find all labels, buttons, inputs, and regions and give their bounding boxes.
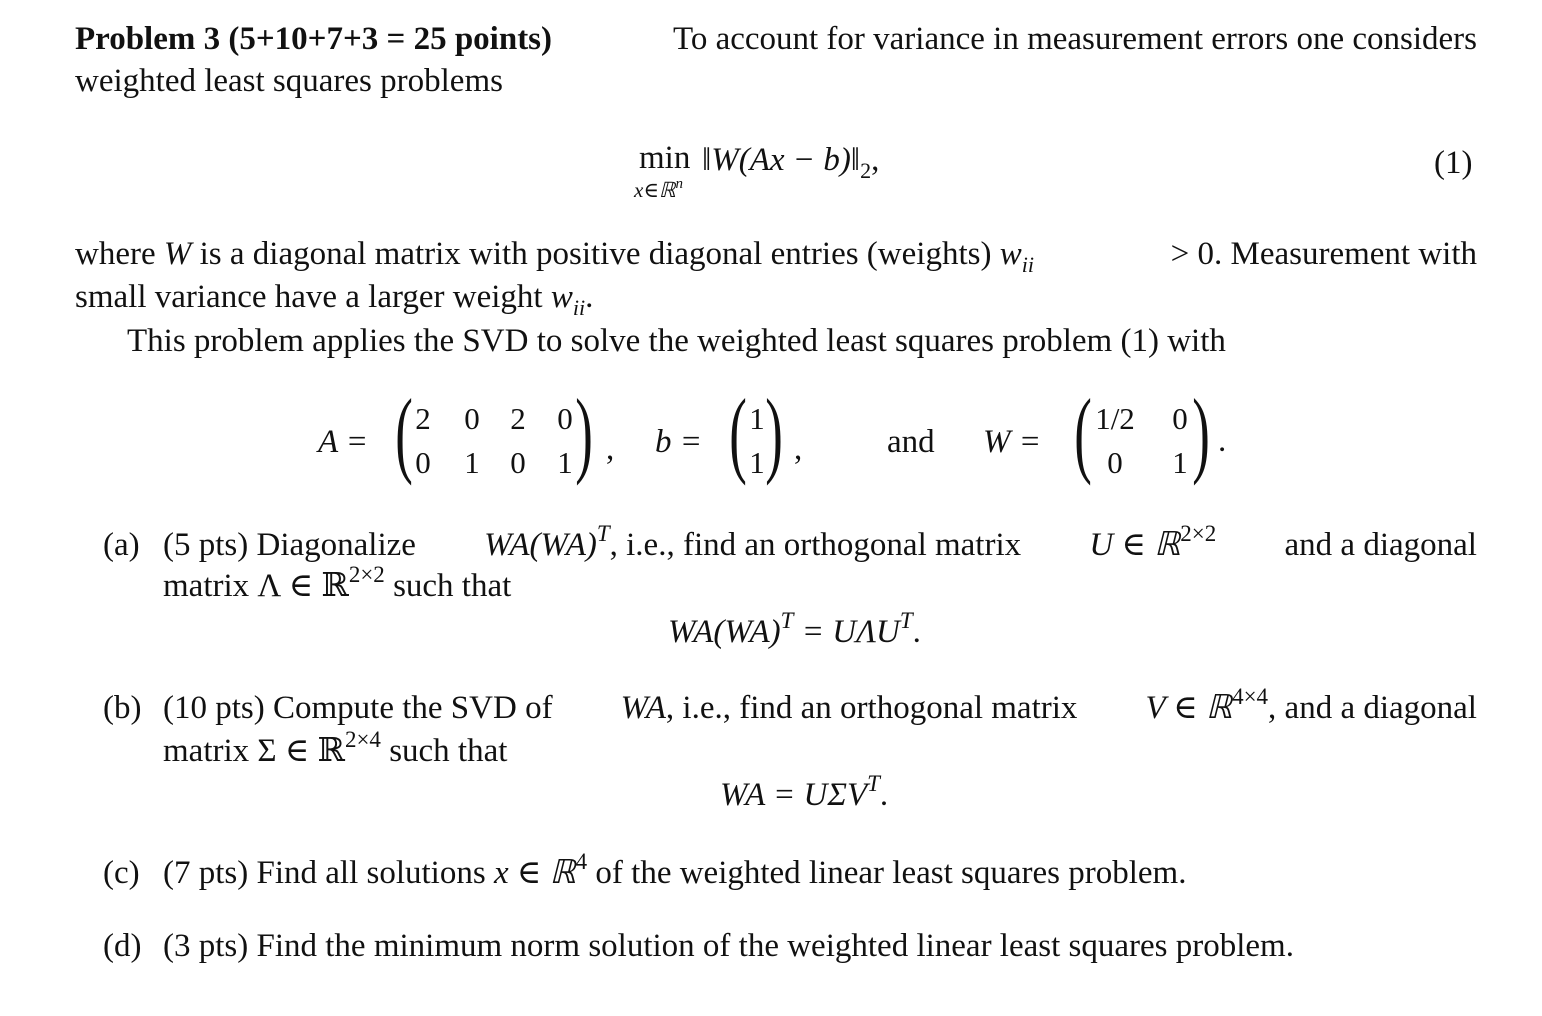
vector-b-label: b = xyxy=(655,424,703,460)
matrix-A-right-paren: ) xyxy=(575,379,593,486)
problem-intro-line-2: weighted least squares problems xyxy=(75,63,503,99)
matrix-W-left-paren: ( xyxy=(1074,379,1092,486)
matrix-A-cell: 1 xyxy=(557,445,573,480)
matrix-W-cell: 0 xyxy=(1107,445,1123,480)
matrix-A-cell: 0 xyxy=(464,401,480,436)
matrix-W-cell: 1 xyxy=(1172,445,1188,480)
part-a-line-2: matrix Λ ∈ ℝ$^{2\times 2}$ such that xyxy=(163,562,512,604)
problem-heading: Problem 3 (5+10+7+3 = 25 points) xyxy=(75,21,553,57)
min-operator: min xyxy=(639,140,691,176)
matrix-A-cell: 2 xyxy=(415,401,431,436)
matrix-A-cell: 0 xyxy=(415,445,431,480)
matrix-A-cell: 2 xyxy=(510,401,526,436)
part-b-label: (b) xyxy=(103,690,142,726)
part-b-line-1: (10 pts) Compute the SVD of WA, i.e., find an orthogonal matrix V ∈ ℝ$^{4\times 4}$, and a diagonal xyxy=(163,684,1477,726)
matrix-W-cell: 1/2 xyxy=(1095,401,1135,436)
where-text: where W is a diagonal matrix with positive diagonal entries (weights) $w_{ii}$ xyxy=(75,236,1034,277)
part-b-line-2: matrix Σ ∈ ℝ$^{2\times 4}$ such that xyxy=(163,727,508,769)
part-c-text: (7 pts) Find all solutions x ∈ ℝ$^4$ of the weighted linear least squares problem. xyxy=(163,849,1187,891)
where-line-1 xyxy=(75,234,1477,277)
equation-number: (1) xyxy=(1434,145,1473,181)
where-condition: > 0. Measurement with xyxy=(1170,236,1477,272)
vector-b-cell: 1 xyxy=(749,401,765,436)
vector-b-right-paren: ) xyxy=(765,379,783,486)
part-d-text: (3 pts) Find the minimum norm solution of the weighted linear least squares problem. xyxy=(163,928,1294,964)
matrix-W-label: W = xyxy=(983,424,1042,460)
problem-intro-text: To account for variance in measurement errors one considers xyxy=(672,21,1477,57)
matrix-A-left-paren: ( xyxy=(395,379,413,486)
and-text: and xyxy=(887,424,935,460)
min-subscript: x∈ℝ$^n$ xyxy=(634,176,683,202)
matrices-row xyxy=(0,379,1542,495)
problem-intro-line-1 xyxy=(75,19,1477,59)
vector-b-left-paren: ( xyxy=(729,379,747,486)
matrix-W-cell: 0 xyxy=(1172,401,1188,436)
matrix-A-cell: 0 xyxy=(510,445,526,480)
matrix-W-period: . xyxy=(1218,423,1227,459)
part-d-label: (d) xyxy=(103,928,142,964)
part-c-label: (c) xyxy=(103,855,140,891)
vector-b-comma: , xyxy=(794,431,803,467)
matrix-A-cell: 0 xyxy=(557,401,573,436)
matrix-A-comma: , xyxy=(606,431,615,467)
matrix-W-right-paren: ) xyxy=(1192,379,1210,486)
part-a-line-1: (5 pts) Diagonalize WA(WA)$^T$, i.e., find an orthogonal matrix U ∈ ℝ$^{2\times 2}$ and a diagonal xyxy=(163,521,1477,563)
matrix-A-label: A = xyxy=(318,424,369,460)
vector-b-cell: 1 xyxy=(749,445,765,480)
part-a-equation: $WA(WA)^T = U\Lambda U^T$. xyxy=(668,608,921,650)
part-b-equation: WA = $U\Sigma V^T$. xyxy=(720,771,889,813)
where-line-3: This problem applies the SVD to solve the weighted least squares problem (1) with xyxy=(127,323,1226,359)
where-line-2: small variance have a larger weight $w_{ii}$. xyxy=(75,279,594,320)
matrix-A-cell: 1 xyxy=(464,445,480,480)
part-a-label: (a) xyxy=(103,527,140,563)
objective-expression: ‖W(Ax − $b)‖_2$, xyxy=(702,142,880,183)
